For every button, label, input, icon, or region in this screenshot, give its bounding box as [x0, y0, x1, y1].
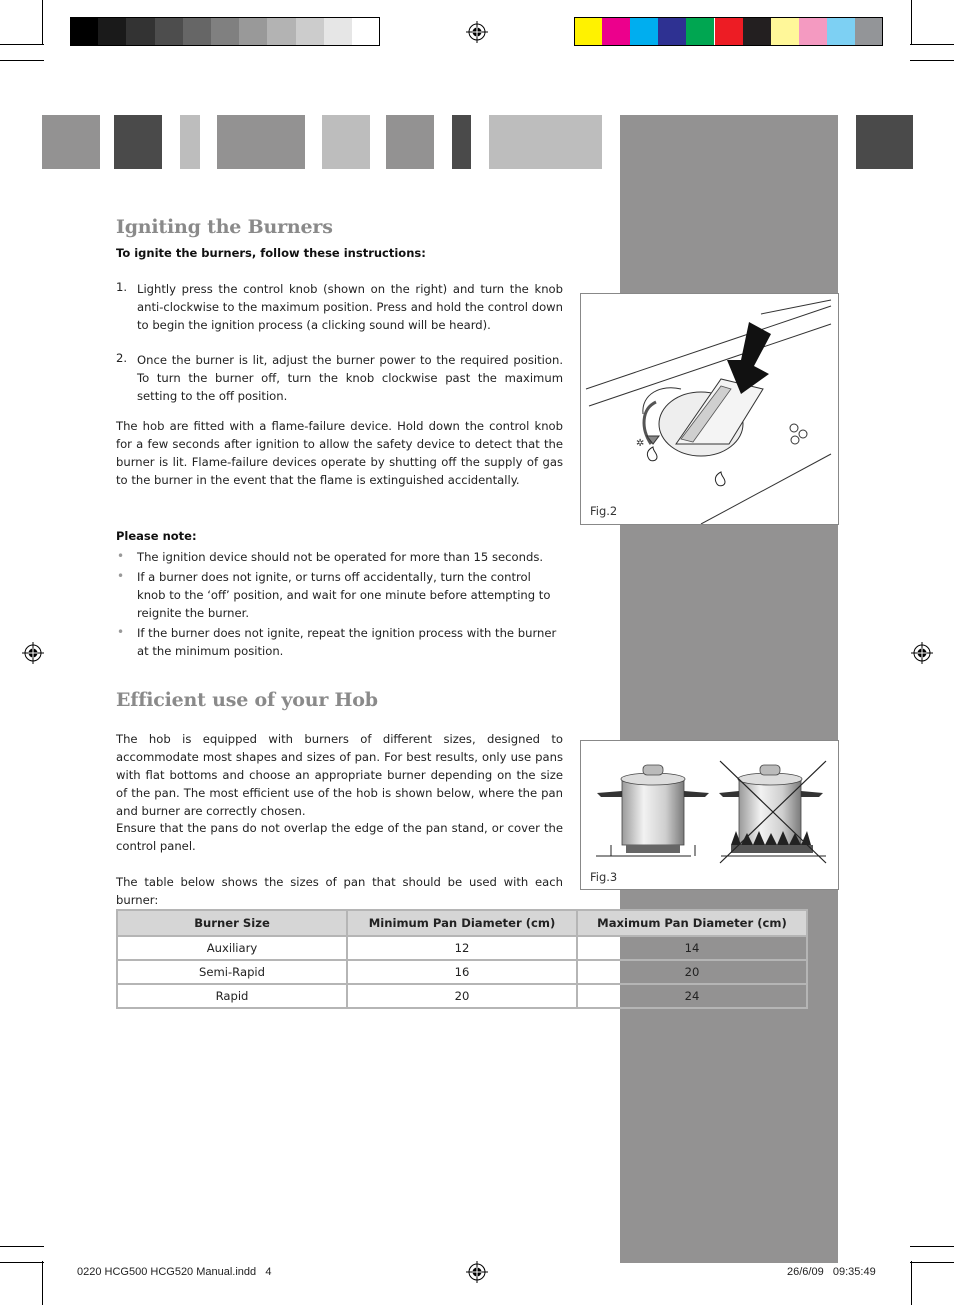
crop-mark	[910, 60, 954, 61]
table-cell: Semi-Rapid	[117, 960, 347, 984]
table-cell: Auxiliary	[117, 936, 347, 960]
instructions-intro: To ignite the burners, follow these instructions:	[116, 246, 426, 260]
header-block	[489, 115, 602, 169]
table-header-row	[117, 910, 807, 936]
note-item: If the burner does not ignite, repeat the ignition process with the burner at the minimum position.	[137, 626, 557, 658]
pan-stand-paragraph: Ensure that the pans do not overlap the edge of the pan stand, or cover the control panel.	[116, 821, 563, 853]
figure-caption: Fig.2	[590, 504, 618, 518]
pan-size-table	[116, 909, 808, 1009]
registration-mark-icon	[466, 21, 488, 43]
step-text: Once the burner is lit, adjust the burner power to the required position. To turn the burner off, turn the knob clockwise past the maximum setting to the off position.	[137, 353, 563, 403]
sidebar-band	[620, 115, 838, 1263]
registration-mark-icon	[22, 642, 44, 664]
registration-mark-icon	[466, 1261, 488, 1283]
header-block	[114, 115, 162, 169]
pan-size-illustration	[581, 741, 838, 889]
step-text: Lightly press the control knob (shown on the right) and turn the knob anti-clockwise to the maximum position. Press and hold the control down to begin the ignition process (a clicking sound will be heard).	[137, 282, 563, 332]
header-block	[386, 115, 434, 169]
crop-mark	[910, 44, 954, 45]
step-number: 2.	[116, 351, 128, 365]
svg-text:✲: ✲	[636, 438, 645, 449]
crop-mark	[0, 1246, 44, 1247]
header-block	[42, 115, 100, 169]
header-block	[322, 115, 370, 169]
table-cell: 20	[577, 960, 807, 984]
flame-failure-paragraph: The hob are fitted with a flame-failure device. Hold down the control knob for a few seconds after ignition to allow the safety device to detect that the burner is lit. Flame-failure devices operate by shutting off the supply of gas to the burner in the event that the flame is extinguished accidentally.	[116, 419, 563, 487]
note-item: If a burner does not ignite, or turns off accidentally, turn the control knob to the ‘off’ position, and wait for one minute before attempting to reignite the burner.	[137, 570, 551, 620]
crop-mark	[911, 1261, 912, 1305]
section-title: Efficient use of your Hob	[116, 689, 378, 711]
table-cell: 12	[347, 936, 577, 960]
header-block	[217, 115, 305, 169]
crop-mark	[42, 1261, 43, 1305]
incorrect-pan-icon	[719, 761, 826, 863]
hob-paragraph: The hob is equipped with burners of different sizes, designed to accommodate most shapes and sizes of pan. For best results, only use pans with flat bottoms and choose an appropriate burner depending on the size of the pan. The most efficient use of the hob is shown below, where the pan and burner are correctly chosen.	[116, 732, 563, 818]
header-block	[180, 115, 200, 169]
note-heading: Please note:	[116, 529, 197, 543]
print-timestamp: 26/6/09 09:35:49	[787, 1266, 876, 1278]
table-cell: 14	[577, 936, 807, 960]
table-row	[117, 960, 807, 984]
figure-2	[580, 293, 839, 525]
bullet-icon: •	[117, 549, 125, 563]
correct-pan-icon	[596, 765, 709, 856]
header-block	[856, 115, 913, 169]
table-intro-paragraph: The table below shows the sizes of pan that should be used with each burner:	[116, 875, 563, 907]
bullet-icon: •	[117, 569, 125, 583]
column-header: Burner Size	[117, 910, 347, 936]
control-knob-illustration	[581, 294, 838, 524]
registration-mark-icon	[911, 642, 933, 664]
header-block	[452, 115, 471, 169]
crop-mark	[0, 1262, 44, 1263]
table-cell: Rapid	[117, 984, 347, 1008]
crop-mark	[911, 0, 912, 44]
note-item: The ignition device should not be operated for more than 15 seconds.	[137, 550, 544, 564]
column-header: Maximum Pan Diameter (cm)	[577, 910, 807, 936]
table-cell: 24	[577, 984, 807, 1008]
figure-3	[580, 740, 839, 890]
file-slug: 0220 HCG500 HCG520 Manual.indd 4	[77, 1266, 272, 1278]
crop-mark	[910, 1262, 954, 1263]
table-cell: 16	[347, 960, 577, 984]
section-title: Igniting the Burners	[116, 216, 333, 238]
table-row	[117, 984, 807, 1008]
crop-mark	[42, 0, 43, 44]
table-row	[117, 936, 807, 960]
color-bar-outline	[574, 17, 883, 46]
grayscale-bar-outline	[70, 17, 380, 46]
step-number: 1.	[116, 280, 128, 294]
figure-caption: Fig.3	[590, 870, 618, 884]
table-cell: 20	[347, 984, 577, 1008]
crop-mark	[0, 44, 44, 45]
column-header: Minimum Pan Diameter (cm)	[347, 910, 577, 936]
crop-mark	[910, 1246, 954, 1247]
bullet-icon: •	[117, 625, 125, 639]
crop-mark	[0, 60, 44, 61]
